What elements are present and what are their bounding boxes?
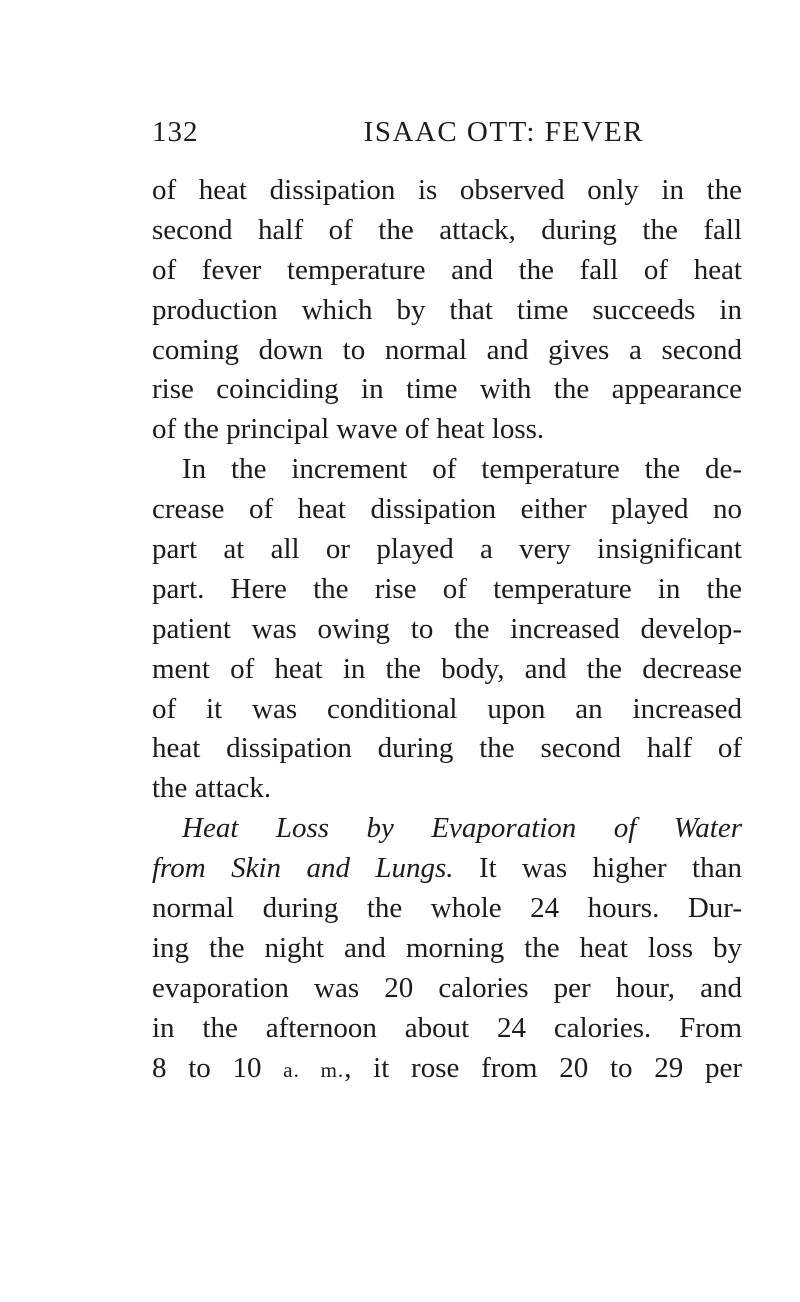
running-head bbox=[152, 116, 644, 156]
paragraph bbox=[152, 450, 742, 809]
text-line: the attack. bbox=[152, 772, 272, 805]
small-caps-time: a. m. bbox=[283, 1057, 345, 1082]
text-line: rise coinciding in time with the appearance bbox=[152, 373, 742, 406]
paragraph-continuation bbox=[152, 171, 742, 450]
text-line bbox=[152, 849, 742, 889]
section-heading-line: Heat Loss by Evaporation of Water bbox=[182, 812, 742, 845]
text-line: part. Here the rise of temperature in the bbox=[152, 572, 742, 605]
text-line: coming down to normal and gives a second bbox=[152, 333, 742, 366]
text-line: ing the night and morning the heat loss by bbox=[152, 931, 742, 964]
text-line: crease of heat dissipation either played no bbox=[152, 493, 742, 526]
text-line: second half of the attack, during the fall bbox=[152, 213, 742, 246]
text-run: , it rose from 20 to 29 per bbox=[344, 1051, 743, 1084]
text-line: part at all or played a very insignificant bbox=[152, 533, 742, 566]
text-line bbox=[152, 1049, 742, 1089]
text-line: evaporation was 20 calories per hour, and bbox=[152, 971, 742, 1004]
text-line: In the increment of temperature the de- bbox=[182, 453, 742, 486]
text-line: of fever temperature and the fall of heat bbox=[152, 253, 742, 286]
running-title: ISAAC OTT: FEVER bbox=[363, 116, 644, 148]
text-line: in the afternoon about 24 calories. From bbox=[152, 1011, 742, 1044]
page-number: 132 bbox=[152, 116, 199, 148]
text-line: of the principal wave of heat loss. bbox=[152, 413, 545, 446]
text-line: patient was owing to the increased develop- bbox=[152, 612, 742, 645]
text-line: of heat dissipation is observed only in the bbox=[152, 174, 742, 206]
text-run: 8 to 10 bbox=[152, 1051, 284, 1084]
text-run: It was higher than bbox=[453, 852, 742, 885]
paragraph bbox=[152, 809, 742, 1088]
text-line: production which by that time succeeds in bbox=[152, 293, 742, 326]
text-line: ment of heat in the body, and the decrease bbox=[152, 652, 742, 685]
text-line: of it was conditional upon an increased bbox=[152, 692, 742, 725]
section-heading-end: from Skin and Lungs. bbox=[152, 852, 454, 885]
text-line: heat dissipation during the second half of bbox=[152, 732, 742, 765]
text-line: normal during the whole 24 hours. Dur- bbox=[152, 892, 742, 925]
body-text bbox=[152, 171, 742, 1088]
